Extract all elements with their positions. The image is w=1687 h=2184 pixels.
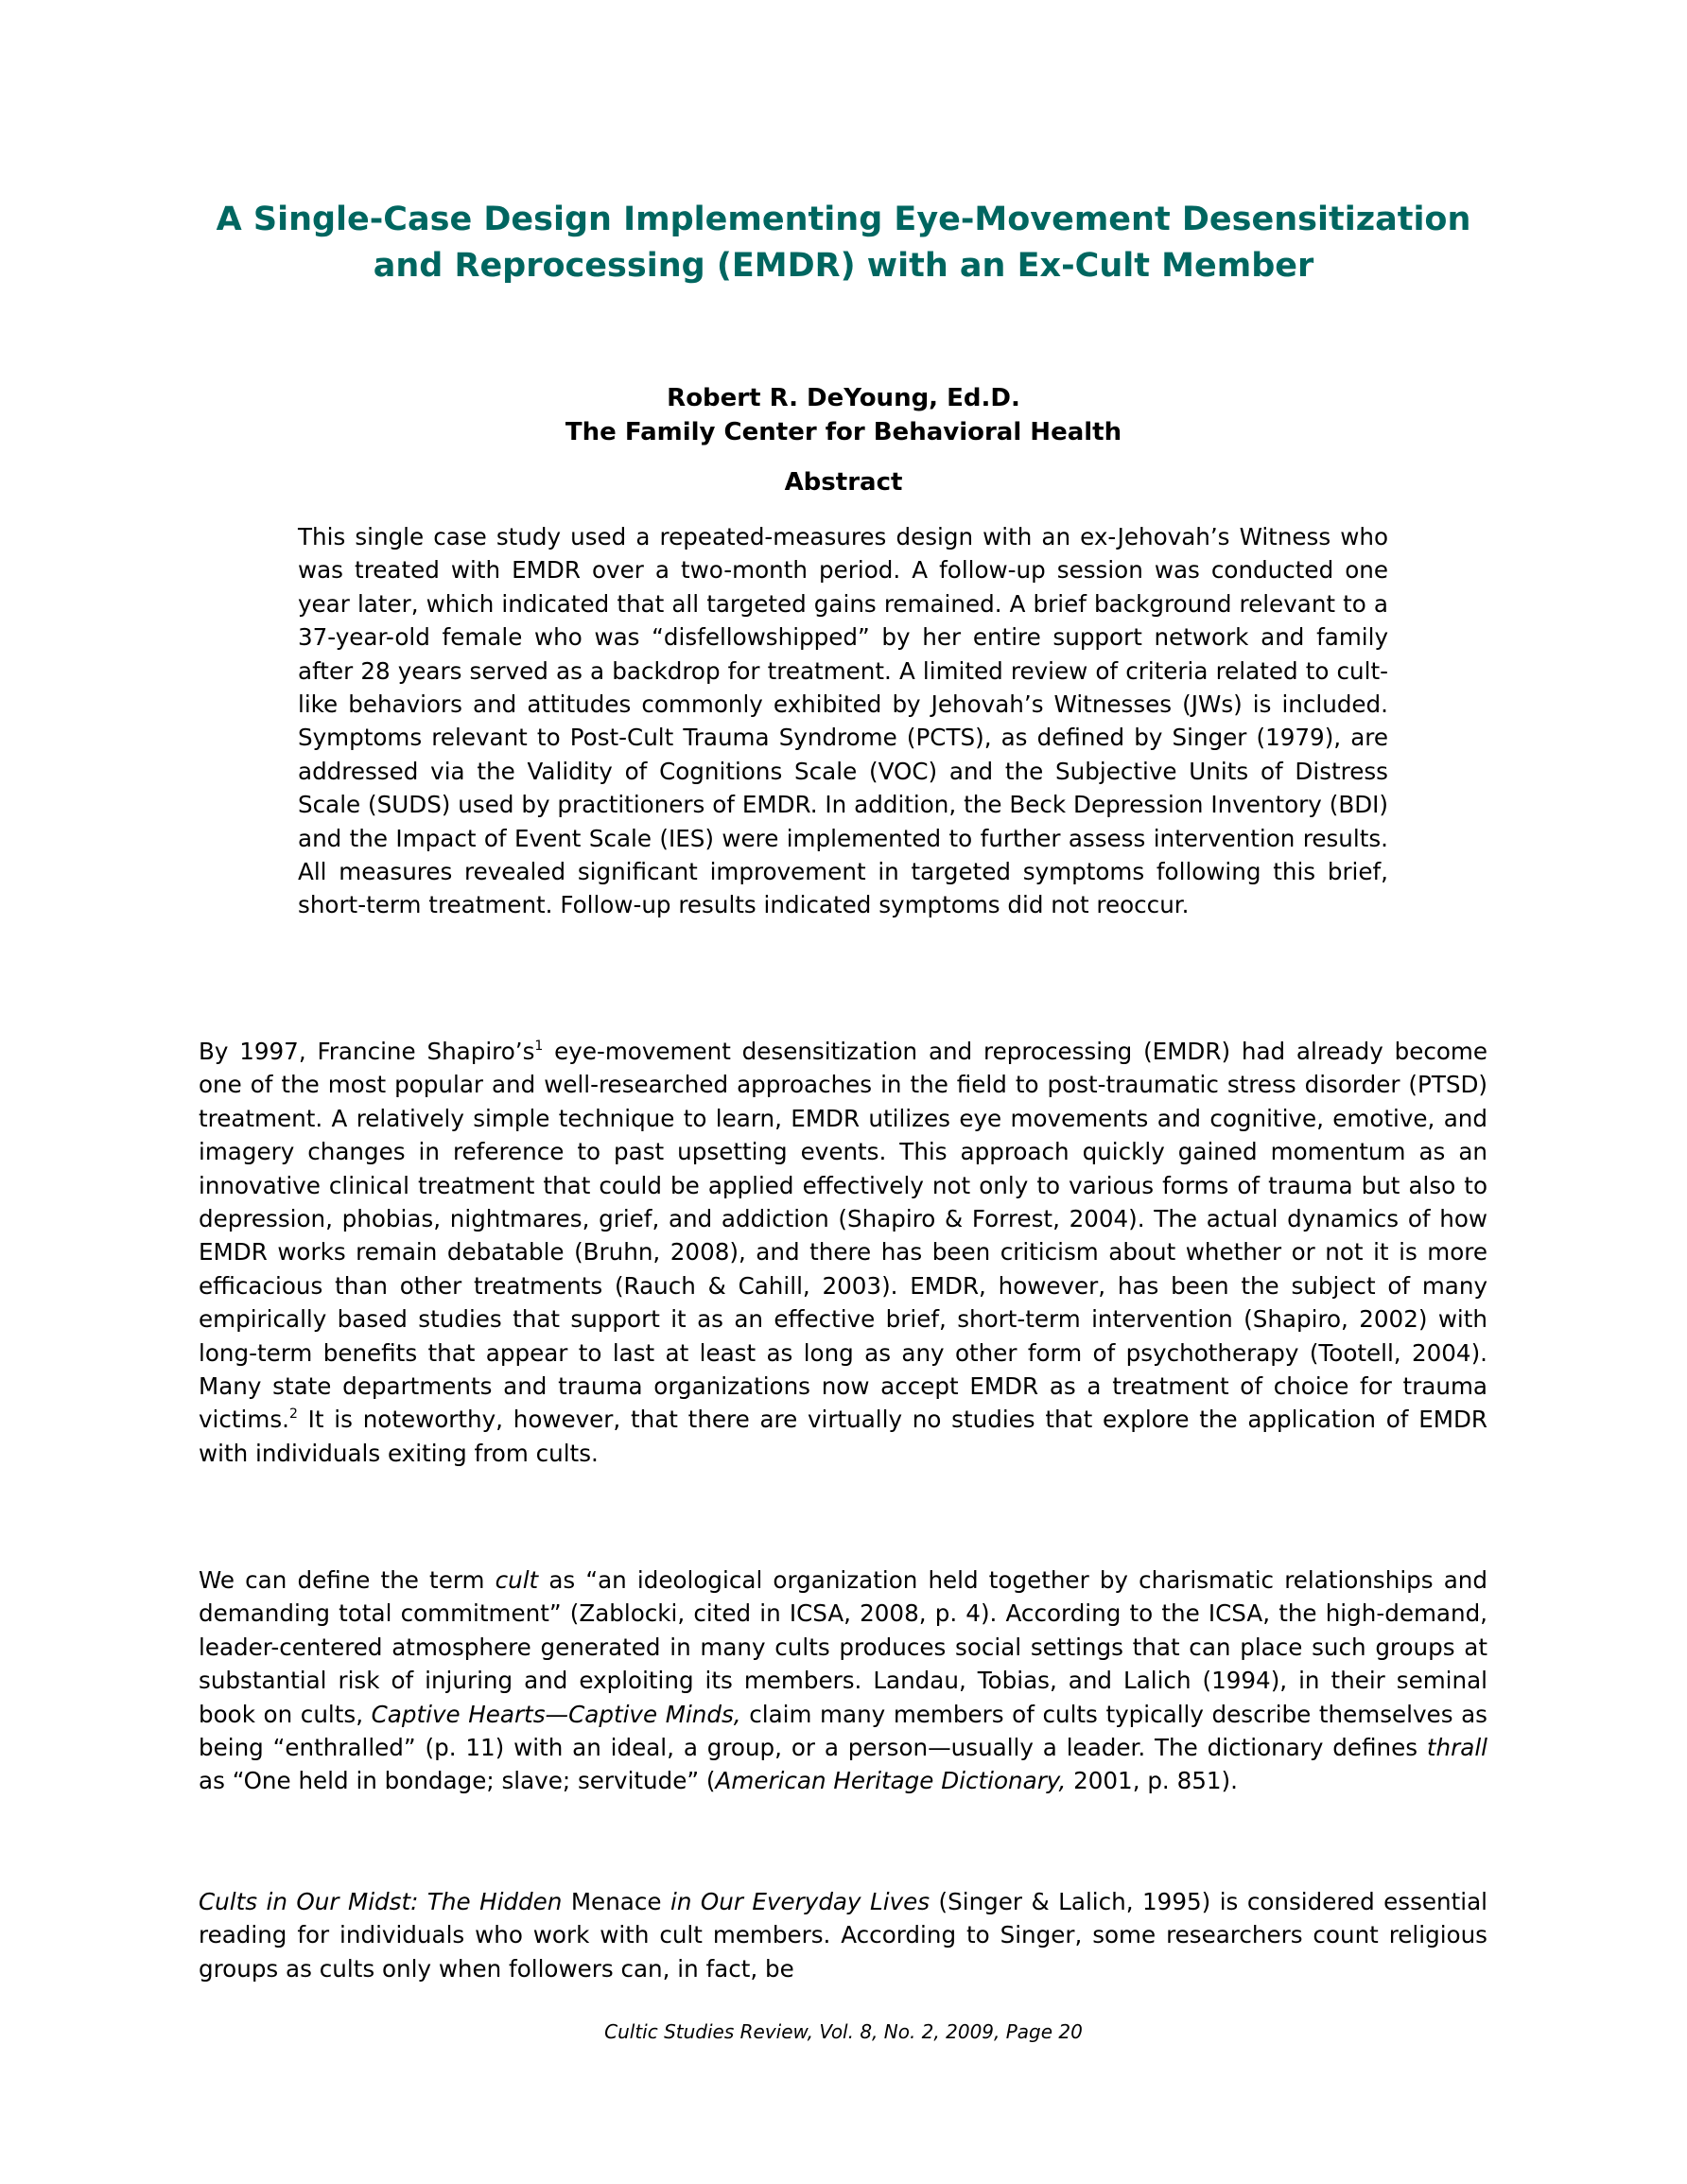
book-title: Captive Hearts—Captive Minds, [371,1700,741,1728]
paper-title: A Single-Case Design Implementing Eye-Movement Desensitization and Reprocessing (EMDR) with an Ex-Cult Member [216,201,1471,285]
author-name: Robert R. DeYoung, Ed.D. [667,384,1020,412]
abstract-heading: Abstract [784,468,903,497]
text-run: We can define the term [199,1566,496,1594]
author-affiliation: The Family Center for Behavioral Health [565,418,1122,446]
text-run: 2001, p. 851). [1066,1767,1238,1795]
text-run: claim many members of cults typically describe themselves as being “enthralled” (p. 11) with an ideal, a group, or a person—usually a leader. The dictionary defines [199,1700,1487,1762]
text-run: as “One held in bondage; slave; servitude” ( [199,1767,716,1795]
text-run: By 1997, Francine Shapiro’s [199,1038,535,1065]
body-paragraph-2 [199,1564,1487,1798]
body-paragraph-3 [199,1885,1487,1985]
page-footer: Cultic Studies Review, Vol. 8, No. 2, 2009, Page 20 [604,2020,1083,2043]
term-thrall: thrall [1426,1734,1487,1762]
text-run: It is noteworthy, however, that there are virtually no studies that explore the application of EMDR with individuals exiting from cults. [199,1406,1487,1467]
dictionary-title: American Heritage Dictionary, [715,1767,1067,1795]
term-cult: cult [495,1566,539,1594]
text-run: (Singer & Lalich, 1995) is considered essential reading for individuals who work with cult members. According to Singer, some researchers count religious groups as cults only when followers can, in fact, be [199,1888,1488,1983]
text-run: eye-movement desensitization and reprocessing (EMDR) had already become one of the most popular and well-researched approaches in the field to post-traumatic stress disorder (PTSD) treatment. A relatively simple technique to learn, EMDR utilizes eye movements and cognitive, emotive, and imagery changes in reference to past upsetting events. This approach quickly gained momentum as an innovative clinical treatment that could be applied effectively not only to various forms of trauma but also to depression, phobias, nightmares, grief, and addiction (Shapiro & Forrest, 2004). The actual dynamics of how EMDR works remain debatable (Bruhn, 2008), and there has been criticism about whether or not it is more efficacious than other treatments (Rauch & Cahill, 2003). EMDR, however, has been the subject of many empirically based studies that support it as an effective brief, short-term intervention (Shapiro, 2002) with long-term benefits that appear to last at least as long as any other form of psychotherapy (Tootell, 2004). Many state departments and trauma organizations now accept EMDR as a treatment of choice for trauma victims. [199,1038,1487,1434]
body-paragraph-1 [199,1035,1487,1470]
footnote-ref-2[interactable]: 2 [288,1406,298,1423]
text-run: as “an ideological organization held together by charismatic relationships and demanding total commitment” (Zablocki, cited in ICSA, 2008, p. 4). According to the ICSA, the high-demand, leader-centered atmosphere generated in many cults produces social settings that can place such groups at substantial risk of injuring and exploiting its members. Landau, Tobias, and Lalich (1994), in their seminal book on cults, [199,1566,1487,1728]
book-title: Cults in Our Midst: The Hidden [199,1888,563,1915]
text-run: Menace [562,1888,670,1915]
abstract-text: This single case study used a repeated-measures design with an ex-Jehovah’s Witness who was treated with EMDR over a two-month period. A follow-up session was conducted one year later, which indicated that all targeted gains remained. A brief background relevant to a 37-year-old female who was “disfellowshipped” by her entire support network and family after 28 years served as a backdrop for treatment. A limited review of criteria related to cult-like behaviors and attitudes commonly exhibited by Jehovah’s Witnesses (JWs) is included. Symptoms relevant to Post-Cult Trauma Syndrome (PCTS), as defined by Singer (1979), are addressed via the Validity of Cognitions Scale (VOC) and the Subjective Units of Distress Scale (SUDS) used by practitioners of EMDR. In addition, the Beck Depression Inventory (BDI) and the Impact of Event Scale (IES) were implemented to further assess intervention results. All measures revealed significant improvement in targeted symptoms following this brief, short-term treatment. Follow-up results indicated symptoms did not reoccur. [298,523,1388,919]
book-title: in Our Everyday Lives [670,1888,930,1915]
footnote-ref-1[interactable]: 1 [534,1039,544,1054]
